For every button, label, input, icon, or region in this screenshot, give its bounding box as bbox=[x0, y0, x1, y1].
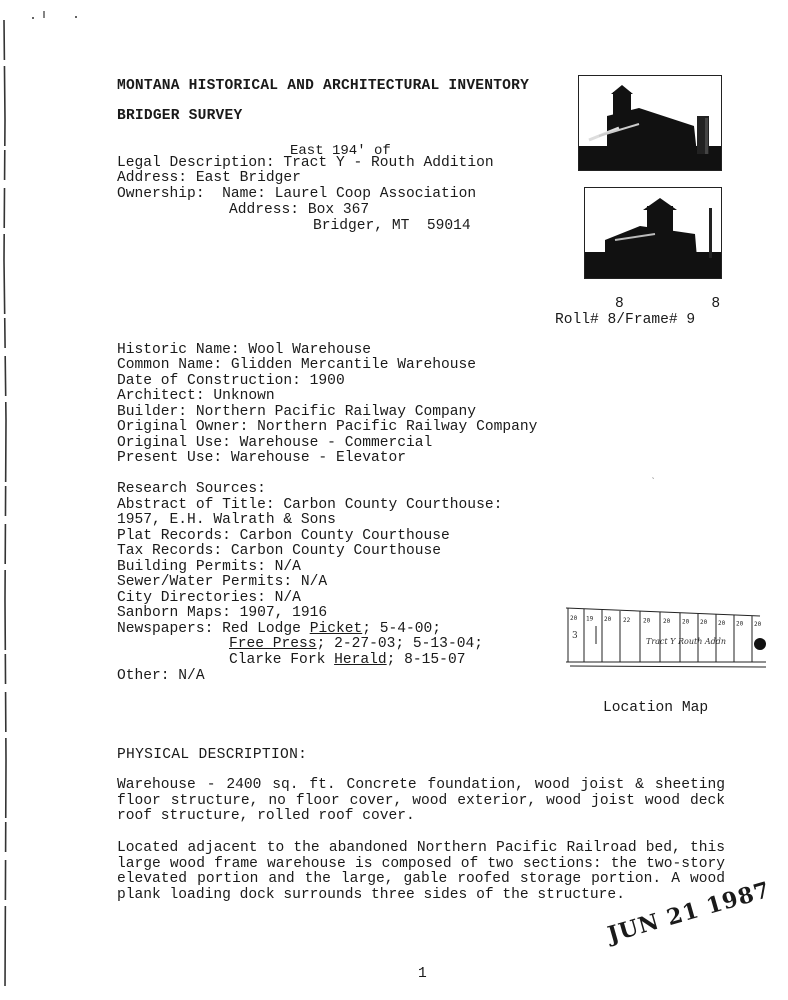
physical-paragraph-2: Located adjacent to the abandoned Northern Pacific Railroad bed, this large wood frame warehouse is composed of two sections: the two-story elevated portion and the large, gable roofed storage portion. A wood plank loading dock surrounds three sides of the structure. bbox=[117, 840, 725, 903]
scan-specks bbox=[28, 8, 88, 22]
legal-prefix: East 194' of bbox=[290, 143, 391, 159]
research-heading: Research Sources: bbox=[117, 481, 266, 497]
historic-name: Historic Name: Wool Warehouse bbox=[117, 342, 371, 358]
architect: Architect: Unknown bbox=[117, 388, 275, 404]
map-lot-label: 20 bbox=[718, 619, 726, 627]
map-caption: Location Map bbox=[603, 700, 709, 716]
map-lot-label: 20 bbox=[700, 619, 708, 627]
newspapers-line-3: Clarke Fork Herald; 8-15-07 bbox=[229, 652, 466, 668]
ownership: Ownership: Name: Laurel Coop Association bbox=[117, 186, 477, 202]
map-lot-label: 22 bbox=[623, 616, 631, 624]
survey-name: BRIDGER SURVEY bbox=[117, 108, 243, 124]
scan-mark: ˎ bbox=[650, 470, 657, 481]
map-lot-label: 19 bbox=[586, 615, 594, 623]
abstract-of-title: Abstract of Title: Carbon County Courthouse: bbox=[117, 497, 503, 513]
map-lot-label: 20 bbox=[754, 621, 762, 628]
building-photo-1 bbox=[578, 75, 722, 171]
physical-heading: PHYSICAL DESCRIPTION: bbox=[117, 747, 308, 763]
construction-date: Date of Construction: 1900 bbox=[117, 373, 345, 389]
newspapers-line-2: Free Press; 2-27-03; 5-13-04; bbox=[229, 636, 483, 652]
city-directories: City Directories: N/A bbox=[117, 590, 301, 606]
owner-address: Address: Box 367 bbox=[229, 202, 370, 218]
plat-records: Plat Records: Carbon County Courthouse bbox=[117, 528, 450, 544]
map-lot-label: 20 bbox=[643, 617, 651, 625]
abstract-of-title-cont: 1957, E.H. Walrath & Sons bbox=[117, 512, 336, 528]
address: Address: East Bridger bbox=[117, 170, 301, 186]
svg-text:3: 3 bbox=[572, 631, 578, 641]
map-lot-label: 20 bbox=[682, 618, 690, 626]
map-lot-label: 20 bbox=[604, 616, 612, 624]
other-sources: Other: N/A bbox=[117, 668, 205, 684]
document-title: MONTANA HISTORICAL AND ARCHITECTURAL INVENTORY bbox=[117, 78, 530, 94]
original-owner: Original Owner: Northern Pacific Railway Company bbox=[117, 419, 538, 435]
builder: Builder: Northern Pacific Railway Company bbox=[117, 404, 477, 420]
legal-description: Legal Description: Tract Y - Routh Addition bbox=[117, 155, 494, 171]
sanborn-maps: Sanborn Maps: 1907, 1916 bbox=[117, 605, 328, 621]
original-use: Original Use: Warehouse - Commercial bbox=[117, 435, 433, 451]
sewer-water-permits: Sewer/Water Permits: N/A bbox=[117, 574, 328, 590]
common-name: Common Name: Glidden Mercantile Warehouse bbox=[117, 357, 477, 373]
tax-records: Tax Records: Carbon County Courthouse bbox=[117, 543, 442, 559]
page-number: 1 bbox=[418, 966, 427, 982]
map-lot-label: 20 bbox=[663, 618, 671, 625]
building-permits: Building Permits: N/A bbox=[117, 559, 301, 575]
present-use: Present Use: Warehouse - Elevator bbox=[117, 450, 407, 466]
location-map bbox=[566, 604, 772, 670]
map-lot-label: 20 bbox=[570, 615, 578, 622]
newspapers-line-1: Newspapers: Red Lodge Picket; 5-4-00; bbox=[117, 621, 442, 637]
map-lot-label: 20 bbox=[736, 620, 744, 628]
map-tract-note: Tract Y Routh Addn bbox=[646, 637, 727, 646]
owner-city: Bridger, MT 59014 bbox=[313, 218, 471, 234]
scan-edge-artifact bbox=[0, 0, 20, 1000]
roll-frame: Roll# 8/Frame# 9 bbox=[555, 312, 696, 328]
physical-paragraph-1: Warehouse - 2400 sq. ft. Concrete foundation, wood joist & sheeting floor structure, no floor cover, wood exterior, wood joist wood deck roof structure, rolled roof cover. bbox=[117, 777, 725, 824]
building-photo-2 bbox=[584, 187, 722, 279]
date-stamp: JUN 21 1987 bbox=[604, 876, 774, 948]
photo-numbers: 8 8 bbox=[615, 296, 721, 312]
